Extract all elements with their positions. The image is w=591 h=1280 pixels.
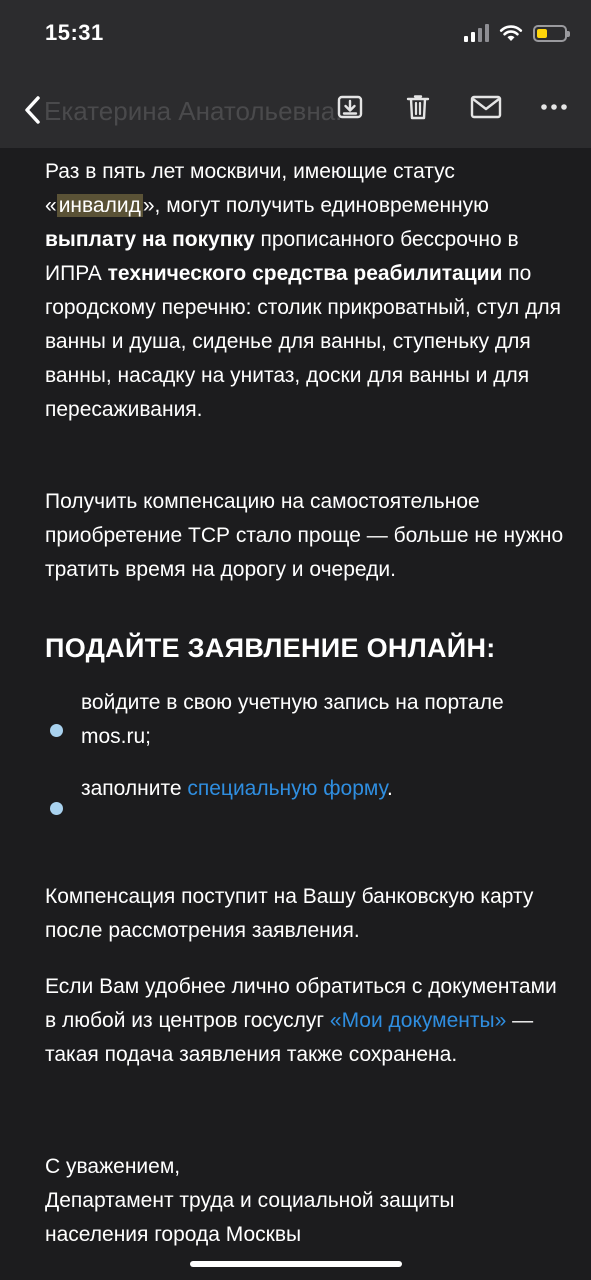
signature-line: С уважением,	[45, 1155, 181, 1178]
chevron-left-icon[interactable]	[18, 90, 48, 130]
status-icons	[464, 24, 567, 42]
list-item-text: войдите в свою учетную запись на портале mos.ru;	[81, 691, 504, 748]
paragraph-offline: Если Вам удобнее лично обратиться с документами в любой из центров госуслуг «Мои документы» — такая подача заявления также сохранена.	[45, 975, 557, 1066]
paragraph-payment: Компенсация поступит на Вашу банковскую карту после рассмотрения заявления.	[45, 885, 534, 942]
mail-icon[interactable]	[469, 90, 503, 124]
nav-actions	[333, 90, 571, 124]
archive-icon[interactable]	[333, 90, 367, 124]
mail-navbar	[0, 70, 591, 148]
paragraph-compensation: Получить компенсацию на самостоятельное приобретение ТСР стало проще — больше не нужно тратить время на дорогу и очереди.	[45, 490, 564, 581]
bullet-icon	[50, 802, 63, 815]
wifi-icon	[499, 24, 523, 42]
status-time: 15:31	[45, 20, 104, 45]
status-bar	[0, 0, 591, 70]
more-icon[interactable]	[537, 90, 571, 124]
intro-paragraph: Раз в пять лет москвичи, имеющие статус «инвалид», могут получить единовременную выплату на покупку прописанного бессрочно в ИПРА технического средства реабилитации по городскому перечню: столик прикроватный, стул для ванны и душа, сиденье для ванны, ступеньку для ванны, насадку на унитаз, доски для ванны и для пересаживания.	[45, 160, 561, 421]
signature-line: населения города Москвы	[45, 1223, 302, 1246]
list-item-text: заполните специальную форму.	[81, 777, 393, 800]
top-bar	[0, 0, 591, 148]
bold-phrase: выплату на покупку	[45, 228, 255, 251]
bullet-icon	[50, 724, 63, 737]
email-subject-title: Екатерина Анатольевна!	[44, 96, 343, 126]
bold-phrase: технического средства реабилитации	[107, 262, 503, 285]
signal-icon	[464, 24, 489, 42]
section-heading: ПОДАЙТЕ ЗАЯВЛЕНИЕ ОНЛАЙН:	[45, 633, 496, 663]
signature	[45, 1150, 565, 1252]
highlighted-term: инвалид	[58, 194, 141, 217]
battery-icon	[533, 25, 567, 42]
signature-line: Департамент труда и социальной защиты	[45, 1189, 455, 1212]
home-indicator[interactable]	[190, 1261, 402, 1267]
trash-icon[interactable]	[401, 90, 435, 124]
my-documents-link[interactable]: «Мои документы»	[329, 1009, 507, 1032]
special-form-link[interactable]: специальную форму	[187, 777, 387, 800]
